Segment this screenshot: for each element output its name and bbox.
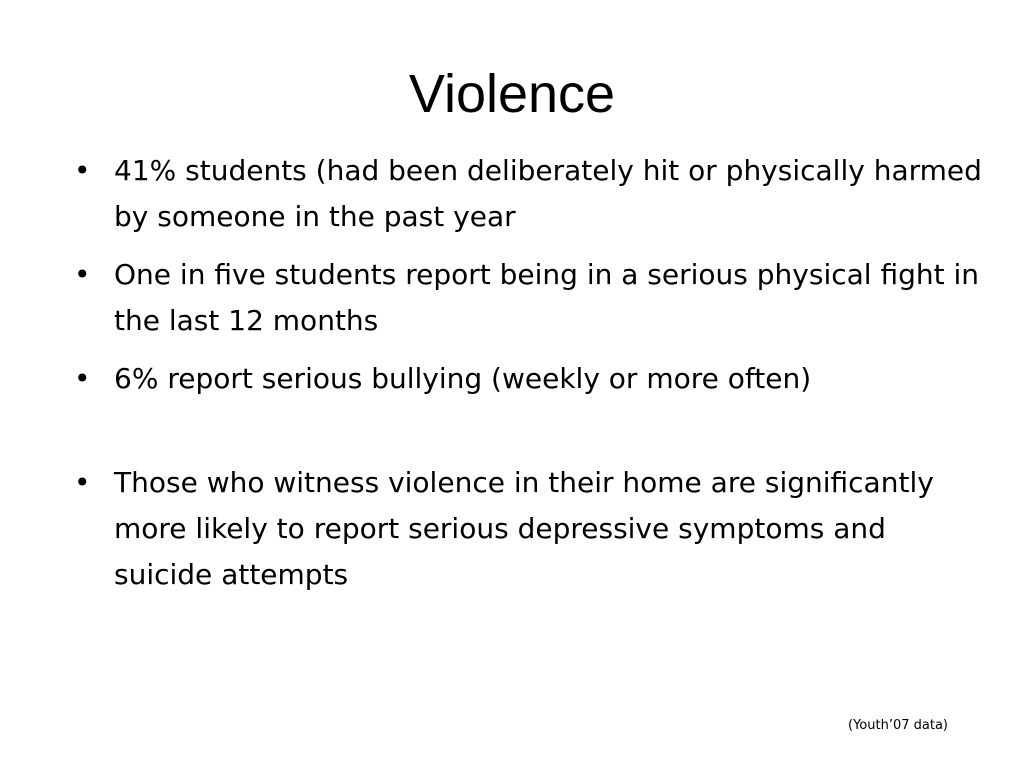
- citation: (Youth’07 data): [848, 718, 948, 733]
- bullet-item: [70, 460, 990, 598]
- bullet-icon: •: [74, 154, 91, 187]
- bullet-icon: •: [74, 258, 91, 291]
- bullet-text: 41% students (had been deliberately hit or physically harmed by someone in the past year: [114, 154, 982, 233]
- slide-title: Violence: [408, 64, 616, 124]
- bullet-icon: •: [74, 466, 91, 499]
- bullet-item: [70, 356, 990, 402]
- bullet-list: [70, 148, 990, 598]
- bullet-text: 6% report serious bullying (weekly or more often): [114, 362, 812, 395]
- bullet-item: [70, 148, 990, 240]
- bullet-icon: •: [74, 362, 91, 395]
- bullet-text: One in five students report being in a serious physical fight in the last 12 months: [114, 258, 980, 337]
- bullet-item: [70, 252, 990, 344]
- bullet-text: Those who witness violence in their home are significantly more likely to report serious depressive symptoms and suicide attempts: [114, 466, 934, 591]
